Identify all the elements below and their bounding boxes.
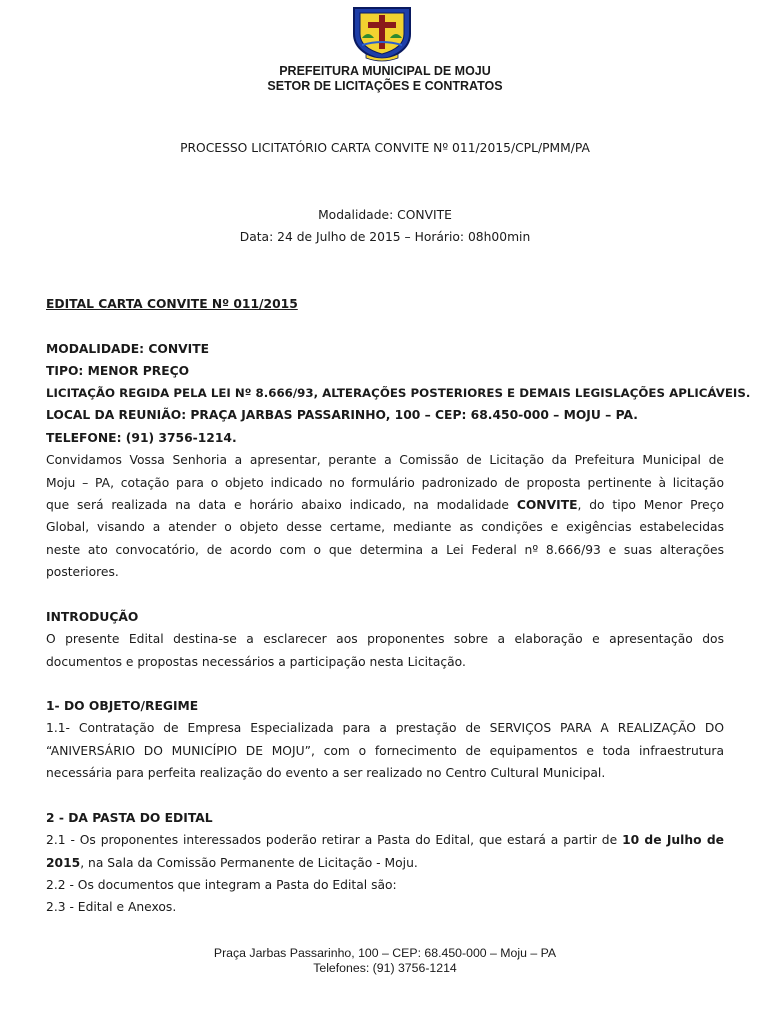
intro-line-1: O presente Edital destina-se a esclarecer aos proponentes sobre a elaboração e apresentação dos bbox=[46, 632, 724, 646]
pasta-line-3: 2.2 - Os documentos que integram a Pasta do Edital são: bbox=[46, 878, 397, 892]
info-modalidade: MODALIDADE: CONVITE bbox=[46, 342, 210, 356]
convite-line-4: Global, visando a atender o objeto desse certame, mediante as condições e exigências estabelecidas bbox=[46, 520, 724, 534]
objeto-line-1: 1.1- Contratação de Empresa Especializada para a prestação de SERVIÇOS PARA A REALIZAÇÃO DO bbox=[46, 721, 724, 735]
modalidade-line: Modalidade: CONVITE bbox=[318, 208, 452, 222]
convite-line-3 bbox=[46, 498, 724, 512]
info-tipo: TIPO: MENOR PREÇO bbox=[46, 364, 190, 378]
convite-line-6: posteriores. bbox=[46, 565, 119, 579]
info-lei: LICITAÇÃO REGIDA PELA LEI Nº 8.666/93, ALTERAÇÕES POSTERIORES E DEMAIS LEGISLAÇÕES APLICÁVEIS. bbox=[46, 386, 751, 400]
convite-line-5: neste ato convocatório, de acordo com o que determina a Lei Federal nº 8.666/93 e suas alterações bbox=[46, 543, 724, 557]
pasta-line-2 bbox=[46, 856, 724, 870]
date-line: Data: 24 de Julho de 2015 – Horário: 08h00min bbox=[239, 230, 531, 244]
convite-line-2: Moju – PA, cotação para o objeto indicado no formulário padronizado de proposta pertinente à licitação bbox=[46, 476, 724, 490]
header-line-1: PREFEITURA MUNICIPAL DE MOJU bbox=[279, 64, 491, 78]
convite-modalidade-bold: CONVITE bbox=[516, 498, 578, 512]
edital-title: EDITAL CARTA CONVITE Nº 011/2015 bbox=[46, 297, 298, 311]
info-telefone: TELEFONE: (91) 3756-1214. bbox=[46, 431, 237, 445]
objeto-title: 1- DO OBJETO/REGIME bbox=[46, 699, 199, 713]
pasta-year-bold: 2015 bbox=[46, 856, 81, 870]
pasta-line-1a: 2.1 - Os proponentes interessados poderão retirar a Pasta do Edital, que estará a partir de bbox=[46, 833, 618, 847]
pasta-date-bold: 10 de Julho de bbox=[622, 833, 724, 847]
convite-line-3a: que será realizada na data e horário abaixo indicado, na modalidade bbox=[46, 498, 509, 512]
info-local: LOCAL DA REUNIÃO: PRAÇA JARBAS PASSARINHO, 100 – CEP: 68.450-000 – MOJU – PA. bbox=[46, 408, 638, 422]
header-line-2: SETOR DE LICITAÇÕES E CONTRATOS bbox=[267, 79, 503, 93]
convite-line-1: Convidamos Vossa Senhoria a apresentar, perante a Comissão de Licitação da Prefeitura Municipal de bbox=[46, 453, 724, 467]
objeto-line-3: necessária para perfeita realização do evento a ser realizado no Centro Cultural Municipal. bbox=[46, 766, 606, 780]
pasta-line-2b: , na Sala da Comissão Permanente de Licitação - Moju. bbox=[80, 856, 418, 870]
intro-line-2: documentos e propostas necessários a participação nesta Licitação. bbox=[46, 655, 466, 669]
objeto-line-2: “ANIVERSÁRIO DO MUNICÍPIO DE MOJU”, com o fornecimento de equipamentos e toda infraestrutura bbox=[46, 744, 724, 758]
pasta-title: 2 - DA PASTA DO EDITAL bbox=[46, 811, 213, 825]
footer-address: Praça Jarbas Passarinho, 100 – CEP: 68.450-000 – Moju – PA bbox=[213, 946, 557, 960]
pasta-line-4: 2.3 - Edital e Anexos. bbox=[46, 900, 177, 914]
pasta-line-1 bbox=[46, 833, 724, 847]
municipal-crest-logo bbox=[348, 4, 416, 62]
convite-line-3c: , do tipo Menor Preço bbox=[577, 498, 724, 512]
process-title: PROCESSO LICITATÓRIO CARTA CONVITE Nº 011/2015/CPL/PMM/PA bbox=[180, 141, 590, 155]
intro-title: INTRODUÇÃO bbox=[46, 610, 139, 624]
footer-phones: Telefones: (91) 3756-1214 bbox=[313, 961, 457, 975]
